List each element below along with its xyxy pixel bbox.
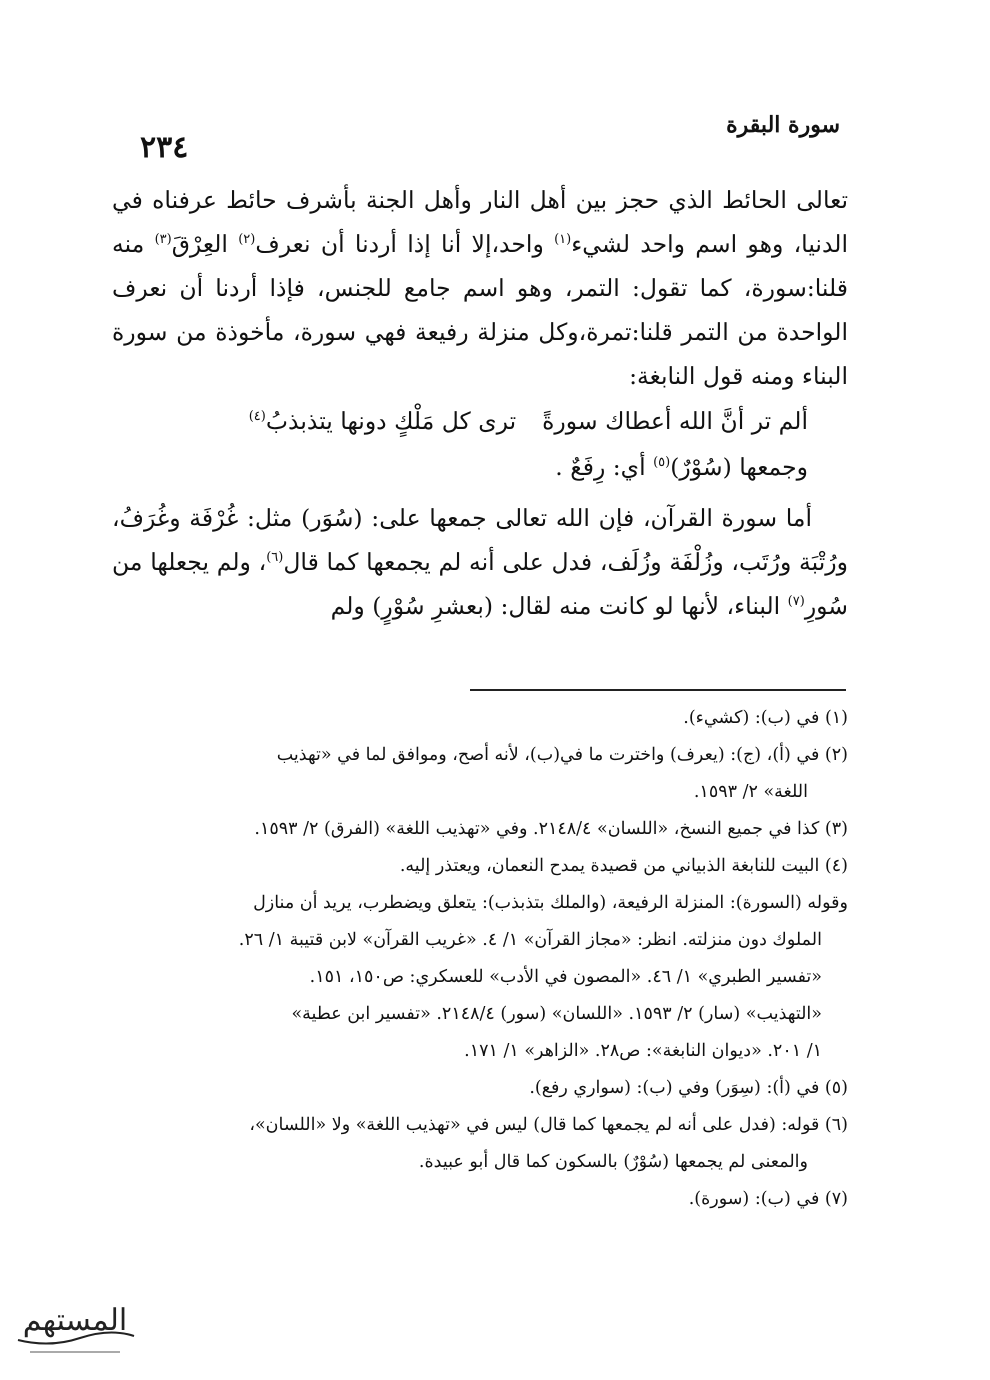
text-run: واحد،إلا أنا إذا أردنا أن نعرف: [255, 230, 555, 258]
poetry-verse: [112, 398, 848, 490]
footnote-text: (٢) في (أ)، (ج): (يعرف) واخترت ما في(ب)، لأنه أصح، وموافق لما في «تهذيب: [276, 745, 848, 765]
footnote-ref-1: (١): [554, 232, 572, 248]
footnote-ref-4: (٤): [248, 409, 266, 425]
verse-line: [112, 398, 808, 444]
footnote-2: [112, 737, 848, 811]
text-run: أما سورة القرآن، فإن الله تعالى جمعها على: (سُوَر) مثل: غُرْفَة وغُرَفُ، ورُتْبَة ورُتَب، وزُلْفَة وزُلَف، فدل على أنه لم يجمعها كما قال: [112, 504, 848, 576]
logo-wordmark: المستهم: [22, 1303, 128, 1338]
footnote-ref-5: (٥): [653, 455, 671, 471]
footnote-ref-7: (٧): [787, 594, 805, 610]
verse-hemistich-2: ترى كل مَلْكٍ دونها يتذبذبُ: [265, 407, 517, 435]
footnote-5: (٥) في (أ): (سِوَر) وفي (ب): (سواري رفع).: [529, 1078, 848, 1098]
surah-title: سورة البقرة: [726, 112, 840, 138]
footnote-ref-2: (٢): [238, 232, 256, 248]
footnote-6: [112, 1107, 848, 1181]
footnote-continuation: الملوك دون منزلته. انظر: «مجاز القرآن» ١/ ٤. «غريب القرآن» لابن قتيبة ١/ ٢٦.: [238, 930, 822, 950]
text-run: أي: رِفَعٌ .: [555, 453, 654, 481]
verse-hemistich-1: ألم تر أنَّ الله أعطاك سورةً: [542, 407, 808, 435]
text-run: تعالى الحائط الذي حجز بين أهل النار وأهل الجنة بأشرف حائط عرفناه في الدنيا، وهو اسم واحد لشيء: [112, 186, 848, 258]
footnote-divider: [470, 689, 846, 691]
footnote-continuation: اللغة» ٢/ ١٥٩٣.: [693, 782, 808, 802]
footnote-4: (٤) البيت للنابغة الذبياني من قصيدة يمدح النعمان، ويعتذر إليه.: [399, 856, 848, 876]
footnotes: [112, 700, 848, 1218]
paragraph-2: [112, 496, 848, 628]
footnote-ref-3: (٣): [154, 232, 172, 248]
footnote-text: وقوله (السورة): المنزلة الرفيعة، (والملك بتذبذب): يتعلق ويضطرب، يريد أن منازل: [253, 893, 848, 913]
footnote-continuation: ١/ ٢٠١. «ديوان النابغة»: ص٢٨. «الزاهر» ١/ ١٧١.: [464, 1041, 822, 1061]
text-run: وجمعها (سُوْرٌ): [670, 453, 808, 481]
page-header: [140, 112, 840, 165]
text-run: البناء، لأنها لو كانت منه لقال: (بعشرِ سُوْرٍ) ولم: [330, 592, 788, 620]
text-run: ، ولم يجعلها من سُورِ: [112, 548, 848, 620]
paragraph-1: [112, 178, 848, 398]
footnote-4-commentary: [112, 885, 848, 1070]
footnote-1: (١) في (ب): (كشيء).: [683, 708, 848, 728]
footnote-7: (٧) في (ب): (سورة).: [688, 1189, 848, 1209]
text-run: منه قلنا:سورة، كما تقول: التمر، وهو اسم جامع للجنس، فإذا أردنا أن نعرف الواحدة من التمر قلنا:تمرة،وكل منزلة رفيعة فهي سورة، مأخوذة من سورة البناء ومنه قول النابغة:: [112, 230, 848, 390]
footnote-continuation: «تفسير الطبري» ١/ ٤٦. «المصون في الأدب» للعسكري: ص١٥٠، ١٥١.: [309, 967, 822, 987]
footnote-ref-6: (٦): [266, 550, 284, 566]
footnote-continuation: «التهذيب» (سار) ٢/ ١٥٩٣. «اللسان» (سور) ٢١٤٨/٤. «تفسير ابن عطية»: [291, 1004, 822, 1024]
page-number: ٢٣٤: [140, 130, 189, 165]
footnote-continuation: والمعنى لم يجمعها (سُوْرٌ) بالسكون كما قال أبو عبيدة.: [418, 1152, 808, 1172]
verse-tail: [112, 444, 808, 490]
publisher-logo: [10, 1292, 140, 1362]
footnote-3: (٣) كذا في جميع النسخ، «اللسان» ٢١٤٨/٤. وفي «تهذيب اللغة» (الفرق) ٢/ ١٥٩٣.: [254, 819, 848, 839]
footnote-text: (٦) قوله: (فدل على أنه لم يجمعها كما قال) ليس في «تهذيب اللغة» ولا «اللسان»،: [249, 1115, 848, 1135]
text-run: العِرْقَ: [171, 230, 239, 258]
main-text: [112, 178, 848, 628]
